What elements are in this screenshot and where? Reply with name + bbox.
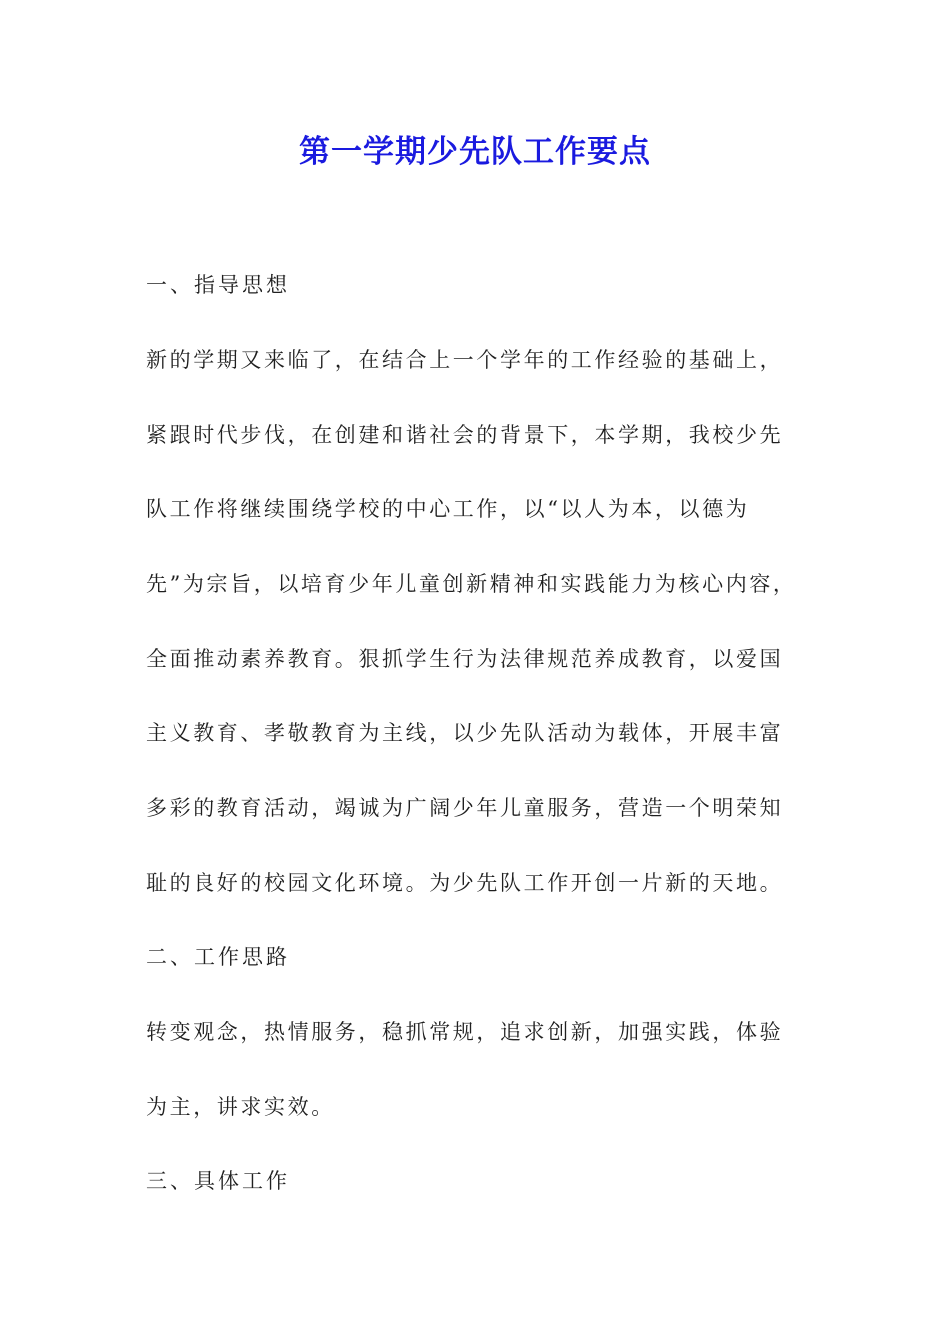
- paragraph-line: 为主，讲求实效。: [146, 1095, 335, 1119]
- section-heading: 二、工作思路: [146, 945, 290, 969]
- paragraph-line: 队工作将继续围绕学校的中心工作，以“以人为本，以德为: [146, 497, 750, 521]
- section-heading: 一、指导思想: [146, 273, 290, 297]
- document-title: 第一学期少先队工作要点: [299, 134, 651, 170]
- paragraph-line: 耻的良好的校园文化环境。为少先队工作开创一片新的天地。: [146, 871, 784, 895]
- paragraph-line: 全面推动素养教育。狠抓学生行为法律规范养成教育，以爱国: [146, 647, 784, 671]
- section-heading: 三、具体工作: [146, 1169, 290, 1193]
- paragraph-line: 转变观念，热情服务，稳抓常规，追求创新，加强实践，体验: [146, 1020, 784, 1044]
- paragraph-line: 紧跟时代步伐，在创建和谐社会的背景下，本学期，我校少先: [146, 423, 784, 447]
- paragraph-line: 主义教育、孝敬教育为主线，以少先队活动为载体，开展丰富: [146, 721, 784, 745]
- paragraph-line: 先”为宗旨，以培育少年儿童创新精神和实践能力为核心内容，: [146, 572, 797, 596]
- paragraph-line: 新的学期又来临了，在结合上一个学年的工作经验的基础上，: [146, 348, 784, 372]
- paragraph-line: 多彩的教育活动，竭诚为广阔少年儿童服务，营造一个明荣知: [146, 796, 784, 820]
